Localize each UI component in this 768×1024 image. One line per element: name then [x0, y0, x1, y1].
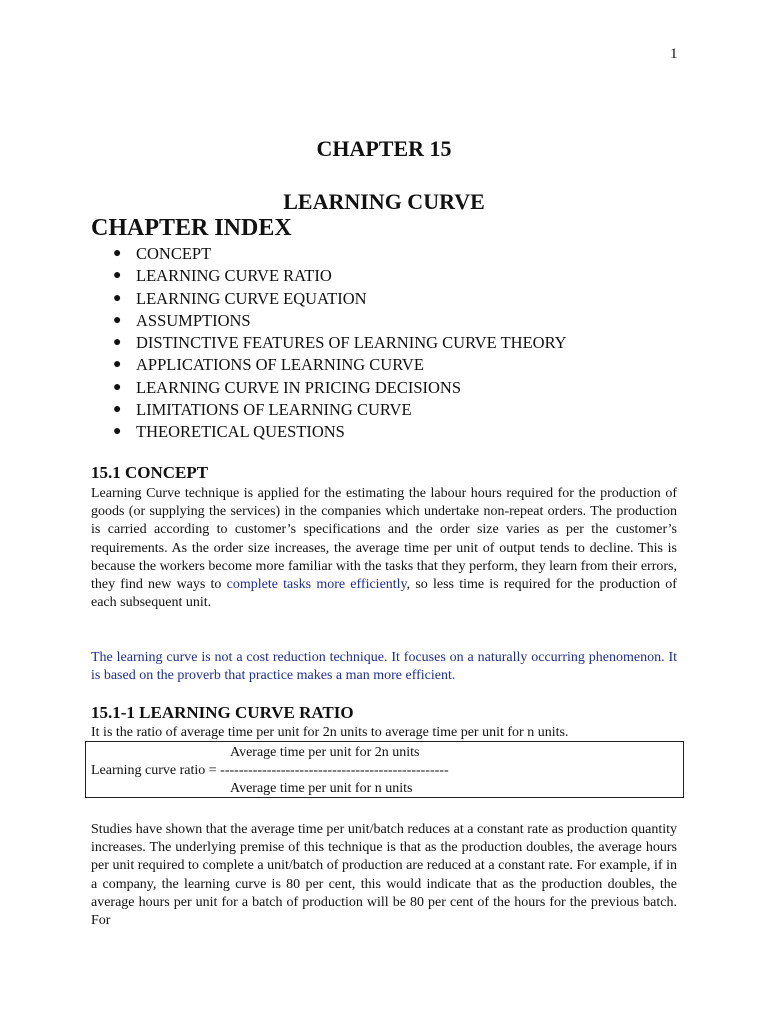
index-item — [113, 354, 567, 376]
bullet-icon: ● — [113, 312, 122, 328]
index-item-label: LIMITATIONS OF LEARNING CURVE — [136, 400, 412, 420]
studies-paragraph: Studies have shown that the average time per unit/batch reduces at a constant rate as production quantity increases. The underlying premise of this technique is that as the production doubles, the average hours per unit required to complete a unit/batch of production are reduced at a constant rate. For example, if in a company, the learning curve is 80 per cent, this would indicate that as the production doubles, the average hours per unit for a batch of production will be 80 per cent of the hours for the previous batch. For — [91, 822, 677, 929]
index-item — [113, 377, 567, 399]
concept-paragraph — [91, 485, 677, 612]
index-item-label: LEARNING CURVE EQUATION — [136, 288, 367, 308]
chapter-index-heading: CHAPTER INDEX — [91, 215, 292, 241]
formula-label: Learning curve ratio = ------------------------------------------------- — [91, 763, 449, 778]
index-item-label: LEARNING CURVE IN PRICING DECISIONS — [136, 377, 462, 397]
index-item — [113, 421, 567, 443]
page-number: 1 — [670, 46, 678, 62]
ratio-formula-box — [85, 741, 684, 798]
index-item-label: THEORETICAL QUESTIONS — [136, 422, 345, 442]
bullet-icon: ● — [113, 402, 122, 418]
bullet-icon: ● — [113, 379, 122, 395]
bullet-icon: ● — [113, 357, 122, 373]
formula-denominator: Average time per unit for n units — [230, 781, 413, 796]
bullet-icon: ● — [113, 424, 122, 440]
index-item — [113, 243, 567, 265]
concept-text-part-2: , so less time is required for the production of each subsequent unit. — [91, 577, 677, 611]
bullet-icon: ● — [113, 335, 122, 351]
bullet-icon: ● — [113, 290, 122, 306]
index-item — [113, 332, 567, 354]
concept-note-paragraph: The learning curve is not a cost reduction technique. It focuses on a naturally occurring phenomenon. It is based on the proverb that practice makes a man more efficient. — [91, 650, 677, 684]
concept-heading: 15.1 CONCEPT — [91, 463, 209, 482]
index-item — [113, 265, 567, 287]
index-item-label: DISTINCTIVE FEATURES OF LEARNING CURVE THEORY — [136, 333, 567, 353]
chapter-index-list — [113, 243, 567, 444]
index-item — [113, 399, 567, 421]
index-item-label: CONCEPT — [136, 244, 212, 263]
concept-text-part-1: Learning Curve technique is applied for the estimating the labour hours required for the production of goods (or supplying the services) in the companies which undertake non-repeat orders. The production is carried according to customer’s specifications and the order size varies as per the customer’s requirements. As the order size increases, the average time per unit of output tends to decline. This is because the workers become more familiar with the tasks that they perform, they learn from their errors, they find new ways to — [91, 486, 677, 593]
concept-link[interactable]: complete tasks more efficiently — [226, 577, 407, 593]
chapter-number: CHAPTER 15 — [316, 136, 452, 161]
index-item-label: ASSUMPTIONS — [136, 310, 251, 330]
bullet-icon: ● — [113, 268, 122, 284]
index-item-label: LEARNING CURVE RATIO — [136, 266, 332, 286]
index-item — [113, 288, 567, 310]
ratio-heading: 15.1-1 LEARNING CURVE RATIO — [91, 703, 354, 722]
bullet-icon: ● — [113, 246, 122, 261]
chapter-title: LEARNING CURVE — [283, 189, 485, 214]
formula-numerator: Average time per unit for 2n units — [230, 745, 420, 760]
ratio-definition: It is the ratio of average time per unit for 2n units to average time per unit for n units. — [91, 725, 569, 740]
index-item — [113, 310, 567, 332]
index-item-label: APPLICATIONS OF LEARNING CURVE — [136, 355, 424, 375]
